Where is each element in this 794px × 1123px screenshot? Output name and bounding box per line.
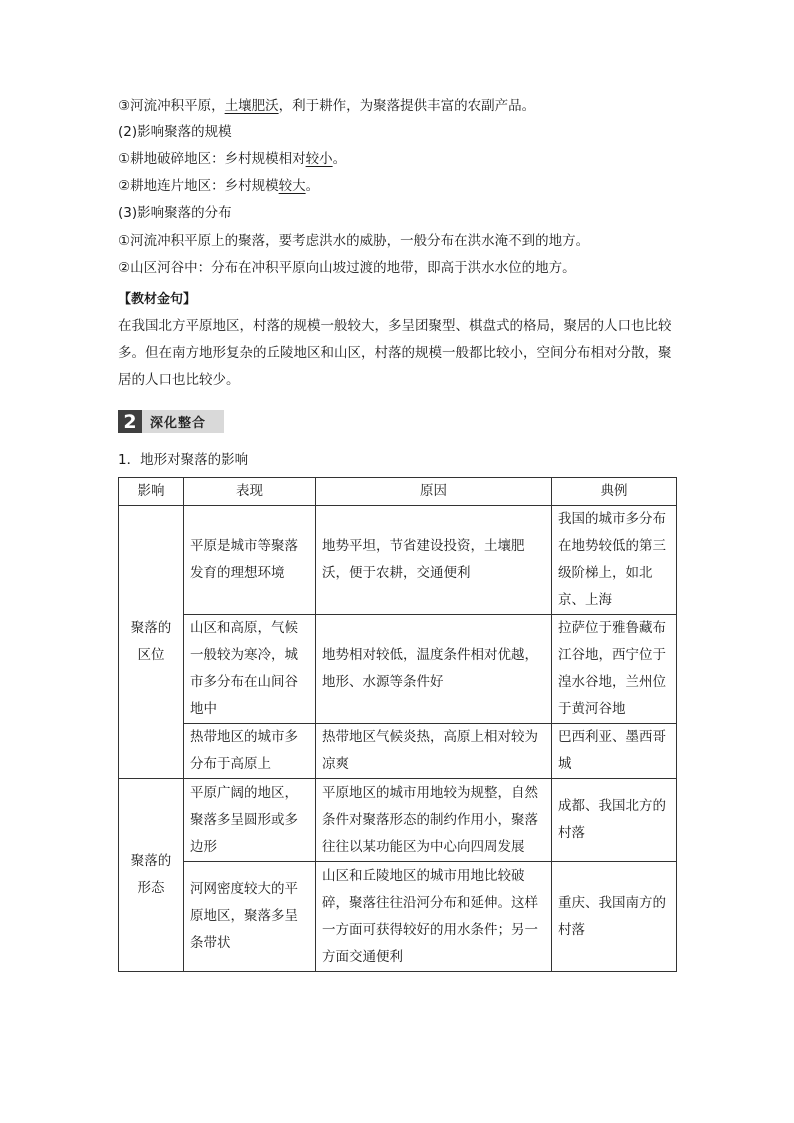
section-number: 2 [118,410,142,433]
intro-line-5: (3)影响聚落的分布 [118,205,232,221]
text-segment: 。 [332,151,347,167]
dianli-cell: 巴西利亚、墨西哥城 [552,724,677,779]
yuanyin-cell: 平原地区的城市用地较为规整，自然条件对聚落形态的制约作用小，聚落往往以某功能区为中心向四周发展 [316,779,552,862]
terrain-influence-table [118,477,677,972]
yuanyin-cell: 热带地区气候炎热，高原上相对较为凉爽 [316,724,552,779]
text-segment: ②耕地连片地区：乡村规模 [118,178,279,194]
table-row [119,862,677,972]
biaoxian-cell: 山区和高原，气候一般较为寒冷，城市多分布在山间谷地中 [184,615,316,724]
text-segment: ③河流冲积平原， [118,98,225,114]
intro-line-6: ①河流冲积平原上的聚落，要考虑洪水的威胁，一般分布在洪水淹不到的地方。 [118,233,590,249]
biaoxian-cell: 河网密度较大的平原地区，聚落多呈条带状 [184,862,316,972]
biaoxian-cell: 热带地区的城市多分布于高原上 [184,724,316,779]
header-cell: 影响 [119,478,184,506]
intro-line-4 [118,176,319,196]
header-cell: 典例 [552,478,677,506]
jiaocai-heading: 【教材金句】 [118,292,197,307]
yuanyin-cell: 地势平坦，节省建设投资，土壤肥沃，便于农耕，交通便利 [316,506,552,615]
table-header-row [119,478,677,506]
group-label-cell: 聚落的区位 [119,506,184,779]
intro-line-2: (2)影响聚落的规模 [118,124,232,140]
underlined-answer: 土壤肥沃 [224,98,279,114]
header-cell: 表现 [184,478,316,506]
table-row [119,615,677,724]
biaoxian-cell: 平原是城市等聚落发育的理想环境 [184,506,316,615]
header-cell: 原因 [316,478,552,506]
table-title: 1．地形对聚落的影响 [118,452,249,468]
table-row [119,724,677,779]
intro-line-1 [118,96,535,116]
table-row [119,506,677,615]
biaoxian-cell: 平原广阔的地区，聚落多呈圆形或多边形 [184,779,316,862]
intro-line-3 [118,149,346,169]
text-segment: ①耕地破碎地区：乡村规模相对 [118,151,306,167]
underlined-answer: 较大 [278,178,306,194]
dianli-cell: 拉萨位于雅鲁藏布江谷地，西宁位于湟水谷地，兰州位于黄河谷地 [552,615,677,724]
dianli-cell: 我国的城市多分布在地势较低的第三级阶梯上，如北京、上海 [552,506,677,615]
dianli-cell: 重庆、我国南方的村落 [552,862,677,972]
section-title: 深化整合 [142,410,224,433]
underlined-answer: 较小 [305,151,333,167]
section-header [118,410,224,433]
jiaocai-paragraph: 在我国北方平原地区，村落的规模一般较大，多呈团聚型、棋盘式的格局，聚居的人口也比较多。但在南方地形复杂的丘陵地区和山区，村落的规模一般都比较小，空间分布相对分散，聚居的人口也比较少。 [118,318,672,388]
dianli-cell: 成都、我国北方的村落 [552,779,677,862]
text-segment: 。 [305,178,320,194]
table-row [119,779,677,862]
yuanyin-cell: 山区和丘陵地区的城市用地比较破碎，聚落往往沿河分布和延伸。这样一方面可获得较好的用水条件；另一方面交通便利 [316,862,552,972]
text-segment: ，利于耕作，为聚落提供丰富的农副产品。 [278,98,536,114]
intro-line-7: ②山区河谷中：分布在冲积平原向山坡过渡的地带，即高于洪水水位的地方。 [118,260,576,276]
yuanyin-cell: 地势相对较低，温度条件相对优越，地形、水源等条件好 [316,615,552,724]
group-label-cell: 聚落的形态 [119,779,184,972]
